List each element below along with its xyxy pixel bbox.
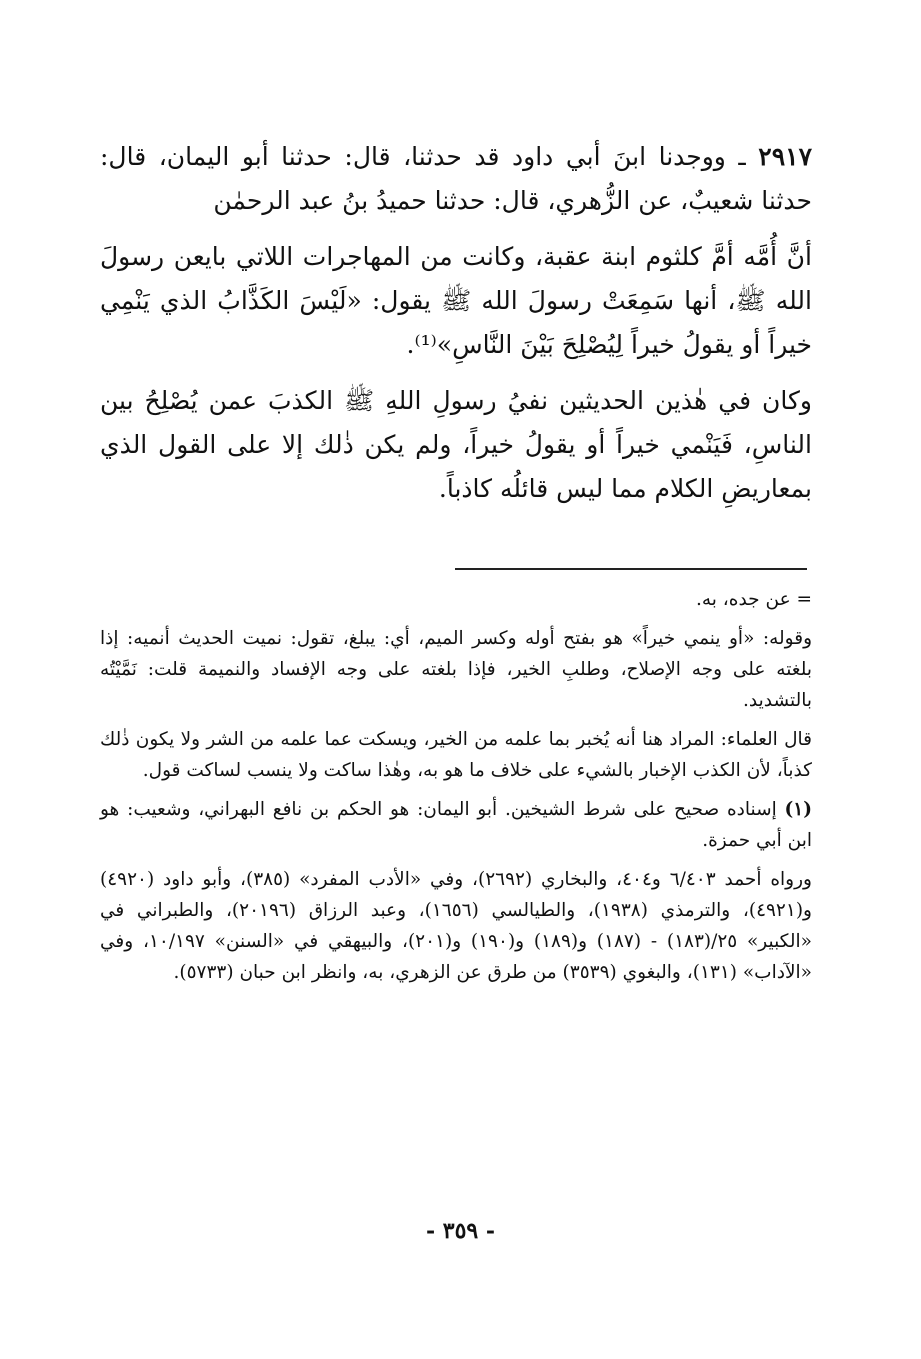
- footnote-1-references: ورواه أحمد ٦/٤٠٣ و٤٠٤، والبخاري (٢٦٩٢)، وفي «الأدب المفرد» (٣٨٥)، وأبو داود (٤٩٢٠) و(٤٩٢١)، والترمذي (١٩٣٨)، والطيالسي (١٦٥٦)، وعبد الرزاق (٢٠١٩٦)، والطبراني في «الكبير» ٢٥/(١٨٣) - (١٨٧) و(١٨٩) و(١٩٠) و(٢٠١)، والبيهقي في «السنن» ١٠/١٩٧، وفي «الآداب» (١٣١)، والبغوي (٣٥٣٩) من طرق عن الزهري، به، وانظر ابن حبان (٥٧٣٣).: [100, 869, 812, 983]
- isnad-paragraph: [100, 135, 812, 223]
- footnote-separator: [455, 568, 807, 570]
- hadith-number: ٢٩١٧: [758, 142, 812, 171]
- footnote-1: [100, 794, 812, 856]
- footnote-continuation: = عن جده، به.: [695, 589, 812, 610]
- isnad-text: ـ ووجدنا ابنَ أبي داود قد حدثنا، قال: حدثنا أبو اليمان، قال: حدثنا شعيبٌ، عن الزُّهري، قال: حدثنا حميدُ بنُ عبد الرحمٰن: [100, 142, 812, 215]
- footnote-note-b: قال العلماء: المراد هنا أنه يُخبر بما علمه من الخير، ويسكت عما علمه من الشر ولا يكون ذٰلك كذباً، لأن الكذب الإخبار بالشيء على خلاف ما هو به، وهٰذا ساكت ولا ينسب لساكت قول.: [100, 729, 812, 781]
- footnotes: [100, 584, 812, 988]
- commentary-paragraph: وكان في هٰذين الحديثين نفيُ رسولِ اللهِ ﷺ الكذبَ عمن يُصْلِحُ بين الناسِ، فَيَنْمي خيراً أو يقولُ خيراً، ولم يكن ذٰلك إلا على القول الذي بمعاريضِ الكلام مما ليس قائلُه كاذباً.: [100, 386, 812, 503]
- footnote-note-a: وقوله: «أو ينمي خيراً» هو بفتح أوله وكسر الميم، أي: يبلغ، تقول: نميت الحديث أنميه: إذا بلغته على وجه الإصلاح، وطلبِ الخير، فإذا بلغته على وجه الإفساد والنميمة قلت: نَمَّيْتُه بالتشديد.: [100, 628, 812, 711]
- footnote-1-marker: (١): [784, 799, 812, 820]
- hadith-matn: أنَّ أُمَّه أمَّ كلثوم ابنة عقبة، وكانت من المهاجرات اللاتي بايعن رسولَ الله ﷺ، أنها سَمِعَتْ رسولَ الله ﷺ يقول: «لَيْسَ الكَذَّابُ الذي يَنْمِي خيراً أو يقولُ خيراً لِيُصْلِحَ بَيْنَ النَّاسِ»⁽¹⁾.: [100, 242, 812, 359]
- footnote-1-text: إسناده صحيح على شرط الشيخين. أبو اليمان: هو الحكم بن نافع البهراني، وشعيب: هو ابن أبي حمزة.: [100, 799, 812, 851]
- page-number: - ٣٥٩ -: [425, 1218, 496, 1244]
- main-text: [100, 135, 812, 511]
